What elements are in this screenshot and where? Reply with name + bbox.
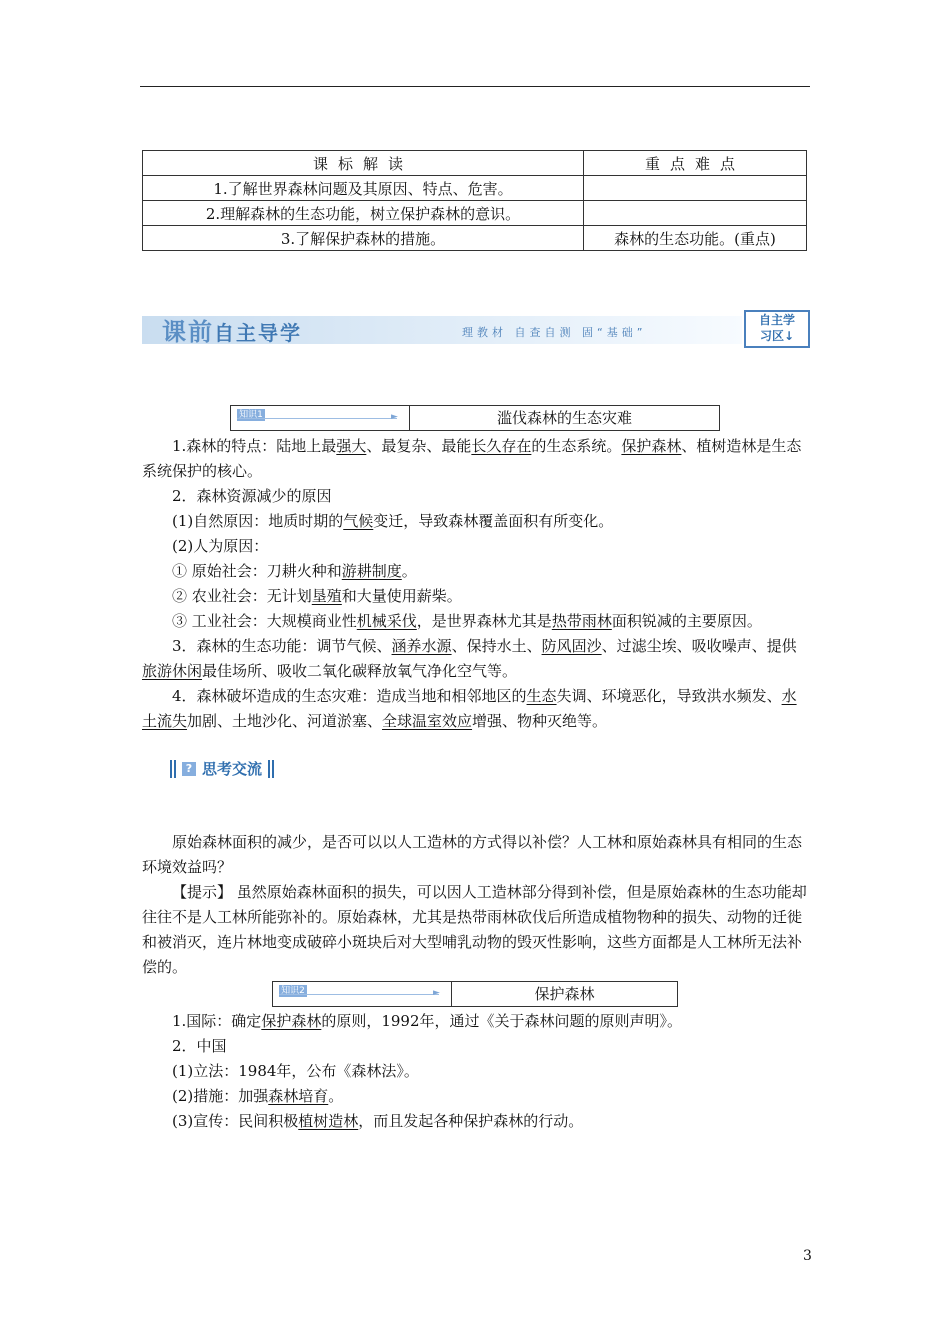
blank-answer: 涵养水源	[391, 637, 452, 655]
text: 3．森林的生态功能：调节气候、	[172, 637, 392, 655]
header-key-points: 重点难点	[584, 151, 807, 176]
text: (1)自然原因：地质时期的	[172, 512, 344, 530]
paragraph	[142, 1009, 810, 1034]
table-row	[143, 226, 807, 251]
banner-title-part1: 课前	[162, 318, 214, 346]
paragraph	[142, 609, 810, 634]
page-number: 3	[803, 1248, 812, 1264]
table-header-row	[143, 151, 807, 176]
objective-cell: 2.理解森林的生态功能，树立保护森林的意识。	[143, 201, 584, 226]
question-icon: ?	[182, 762, 196, 776]
key-point-cell: 森林的生态功能。(重点)	[584, 226, 807, 251]
arrow-line	[237, 418, 397, 419]
blank-answer: 防风固沙	[541, 637, 602, 655]
text: 、保持水土、	[451, 637, 542, 655]
paragraph: 2．中国	[172, 1037, 227, 1055]
text: 。	[401, 562, 417, 580]
knowledge-title: 保护森林	[534, 985, 595, 1003]
blank-answer: 水土流失	[142, 687, 797, 730]
discussion-body	[142, 830, 810, 980]
blank-answer: 旅游休闲	[142, 662, 203, 680]
banner-subtitle: 理教材 自查自测 固“基础”	[462, 326, 647, 339]
text: (2)措施：加强	[172, 1087, 269, 1105]
tag-line-1: 自主学	[758, 313, 795, 327]
section-1-body	[142, 434, 810, 734]
objective-cell: 3.了解保护森林的措施。	[143, 226, 584, 251]
paragraph	[142, 1109, 810, 1134]
tag-line-2: 习区↓	[759, 329, 795, 343]
blank-answer: 强大	[336, 437, 367, 455]
blank-answer: 保护森林	[621, 437, 682, 455]
banner-title-part2: 自主导学	[214, 321, 302, 345]
blank-answer: 游耕制度	[341, 562, 402, 580]
blank-answer: 森林培育	[268, 1087, 329, 1105]
paragraph	[142, 559, 810, 584]
paragraph	[142, 509, 810, 534]
blank-answer: 植树造林	[298, 1112, 359, 1130]
paragraph	[142, 634, 810, 684]
text: ，而且发起各种保护森林的行动。	[358, 1112, 584, 1130]
heading-bar	[174, 760, 176, 778]
blank-answer: 全球温室效应	[382, 712, 473, 730]
text: 变迁，导致森林覆盖面积有所变化。	[373, 512, 614, 530]
knowledge-title: 滥伐森林的生态灾难	[496, 409, 632, 427]
blank-answer: 机械采伐	[356, 612, 417, 630]
paragraph	[142, 584, 810, 609]
discussion-hint	[142, 880, 810, 980]
text: 、最复杂、最能	[366, 437, 472, 455]
text: 、过滤尘埃、吸收噪声、提供	[601, 637, 797, 655]
knowledge-label-area	[231, 406, 410, 430]
paragraph	[142, 684, 810, 734]
heading-bar	[272, 760, 274, 778]
blank-answer: 长久存在	[471, 437, 532, 455]
hint-label: 【提示】	[172, 883, 233, 901]
heading-bar	[170, 760, 172, 778]
paragraph: (1)立法：1984年，公布《森林法》。	[172, 1062, 419, 1080]
text: 失调、环境恶化，导致洪水频发、	[556, 687, 782, 705]
hint-text: 虽然原始森林面积的损失，可以因人工造林部分得到补偿，但是原始森林的生态功能却往往不是人工林所能弥补的。原始森林，尤其是热带雨林砍伐后所造成植物物种的损失、动物的迁徙和被消灭，连片林地变成破碎小斑块后对大型哺乳动物的毁灭性影响，这些方面都是人工林所无法补偿的。	[142, 883, 807, 976]
think-discuss-heading	[170, 758, 276, 779]
paragraph	[142, 1084, 810, 1109]
key-point-cell	[584, 176, 807, 201]
banner-title	[162, 312, 302, 347]
text: 面积锐减的主要原因。	[611, 612, 762, 630]
arrow-right-icon: ►	[391, 412, 398, 422]
heading-bar	[268, 760, 270, 778]
blank-answer: 生态	[526, 687, 557, 705]
blank-answer: 气候	[343, 512, 374, 530]
paragraph: (2)人为原因：	[172, 537, 269, 555]
arrow-right-icon: ►	[433, 988, 440, 998]
text: 、植树造林是生态系统保护的核心。	[142, 437, 802, 480]
self-study-tag	[744, 310, 810, 348]
blank-answer: 保护森林	[261, 1012, 322, 1030]
text: 的生态系统。	[531, 437, 622, 455]
text: ，是世界森林尤其是	[416, 612, 552, 630]
text: (3)宣传：民间积极	[172, 1112, 299, 1130]
knowledge-box-2	[272, 981, 678, 1007]
text: 4．森林破坏造成的生态灾难：造成当地和相邻地区的	[172, 687, 527, 705]
text: 最佳场所、吸收二氧化碳释放氧气净化空气等。	[202, 662, 518, 680]
arrow-line	[279, 994, 439, 995]
paragraph: 2．森林资源减少的原因	[172, 487, 332, 505]
text: ③ 工业社会：大规模商业性	[172, 612, 357, 630]
text: 加剧、土地沙化、河道淤塞、	[187, 712, 383, 730]
blank-answer: 垦殖	[311, 587, 342, 605]
discussion-question: 原始森林面积的减少，是否可以以人工造林的方式得以补偿？人工林和原始森林具有相同的生态环境效益吗？	[142, 833, 803, 876]
key-point-cell	[584, 201, 807, 226]
knowledge-box-1	[230, 405, 720, 431]
section-banner	[142, 310, 810, 346]
header-curriculum: 课标解读	[143, 151, 584, 176]
header-rule	[140, 86, 810, 87]
text: ① 原始社会：刀耕火种和	[172, 562, 342, 580]
table-row	[143, 201, 807, 226]
text: ② 农业社会：无计划	[172, 587, 312, 605]
objective-cell: 1.了解世界森林问题及其原因、特点、危害。	[143, 176, 584, 201]
text: 1.国际：确定	[172, 1012, 262, 1030]
paragraph	[142, 434, 810, 484]
text: 的原则，1992年，通过《关于森林问题的原则声明》。	[321, 1012, 683, 1030]
section-2-body	[142, 1009, 810, 1134]
think-title: 思考交流	[202, 760, 263, 778]
knowledge-label: 知识2	[279, 985, 307, 997]
knowledge-label-area	[273, 982, 452, 1006]
blank-answer: 热带雨林	[551, 612, 612, 630]
objectives-table	[142, 150, 807, 251]
table-row	[143, 176, 807, 201]
knowledge-label: 知识1	[237, 409, 265, 421]
text: 1.森林的特点：陆地上最	[172, 437, 337, 455]
text: 。	[328, 1087, 344, 1105]
text: 和大量使用薪柴。	[341, 587, 462, 605]
text: 增强、物种灭绝等。	[472, 712, 608, 730]
